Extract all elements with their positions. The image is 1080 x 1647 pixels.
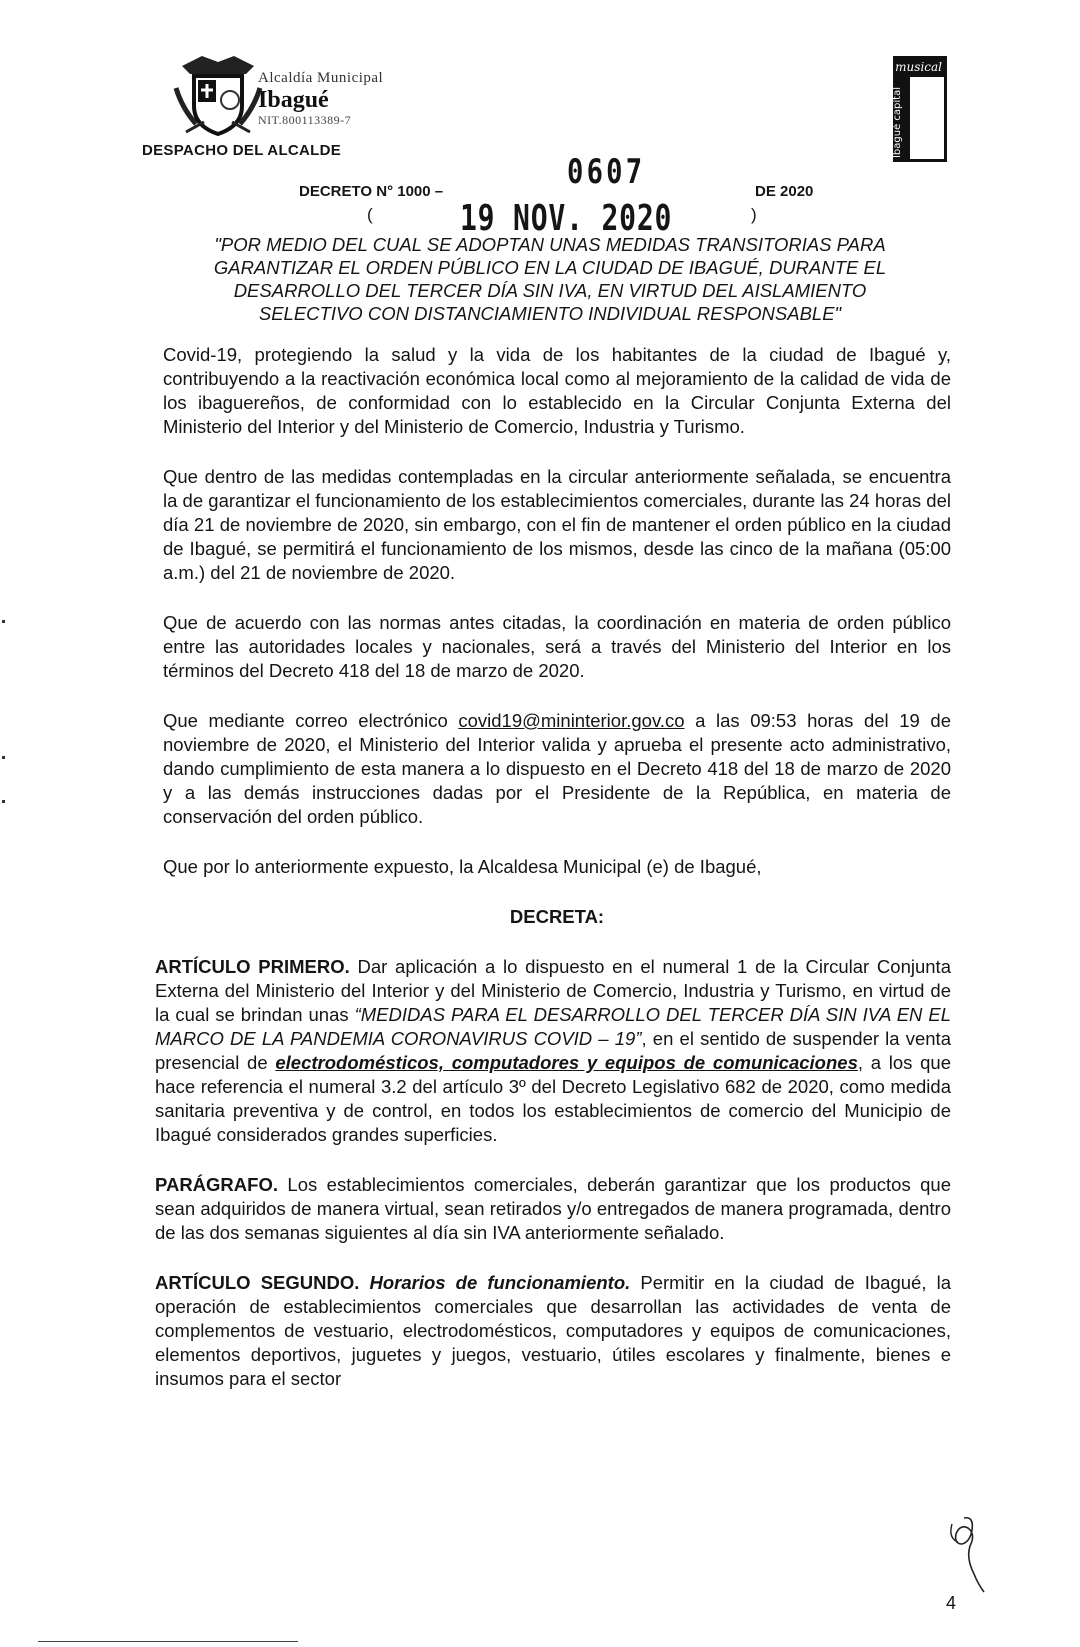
date-open-paren: ( bbox=[367, 205, 373, 224]
article-first-text-2: , en el sentido de suspender la venta presencial de bbox=[155, 1028, 951, 1073]
paragraph-email-approval bbox=[163, 709, 951, 829]
paragraph-coordination: Que de acuerdo con las normas antes citadas, la coordinación en materia de orden público entre las autoridades locales y nacionales, será a través del Ministerio del Interior en los términos del Decreto 418 del 18 de marzo de 2020. bbox=[163, 612, 951, 681]
page-number: 4 bbox=[946, 1593, 957, 1613]
decree-title-line: DESARROLLO DEL TERCER DÍA SIN IVA, EN VIRTUD DEL AISLAMIENTO bbox=[233, 280, 867, 301]
email-intro-text: Que mediante correo electrónico bbox=[163, 710, 459, 731]
article-first-emphasis: electrodomésticos, computadores y equipos de comunicaciones bbox=[275, 1052, 858, 1073]
article-first-label: ARTÍCULO PRIMERO. bbox=[155, 956, 350, 977]
paragraph-covid: Covid-19, protegiendo la salud y la vida de los habitantes de la ciudad de Ibagué y, contribuyendo a la reactivación económica local como al mejoramiento de la calidad de vida de los ibaguereños, de conformidad con lo establecido en la Circular Conjunta Externa del Ministerio del Interior y del Ministerio de Comercio, Industria y Turismo. bbox=[163, 344, 951, 437]
municipal-crest-icon bbox=[172, 48, 264, 140]
org-name-line1: Alcaldía Municipal bbox=[258, 70, 384, 86]
article-second bbox=[155, 1271, 951, 1391]
date-close-paren: ) bbox=[751, 205, 757, 224]
article-second-text: Permitir en la ciudad de Ibagué, la operación de establecimientos comerciales que desarrollan las actividades de venta de complementos de vestuario, electrodomésticos, computadores y equipos de comunicaciones, elementos deportivos, juguetes y juegos, vestuario, útiles escolares y finalmente, bienes e insumos para el sector bbox=[155, 1272, 951, 1389]
decree-year: DE 2020 bbox=[755, 183, 814, 200]
signature-initial-icon bbox=[944, 1514, 988, 1594]
decree-title-line: "POR MEDIO DEL CUAL SE ADOPTAN UNAS MEDIDAS TRANSITORIAS PARA bbox=[214, 234, 886, 255]
decree-number-stamp: 0607 bbox=[567, 152, 646, 192]
paragrafo-label: PARÁGRAFO. bbox=[155, 1174, 278, 1195]
scan-mark bbox=[2, 756, 5, 759]
office-name: DESPACHO DEL ALCALDE bbox=[142, 142, 342, 159]
decree-date-stamp: 19 NOV. 2020 bbox=[460, 198, 673, 239]
article-second-label: ARTÍCULO SEGUNDO. bbox=[155, 1272, 360, 1293]
logo-top-word: musical bbox=[895, 60, 942, 74]
decree-title bbox=[180, 233, 920, 325]
email-approval-text: a las 09:53 horas del 19 de noviembre de 2020, el Ministerio del Interior valida y aprueba el presente acto administrativo, dando cumplimiento de esta manera a lo dispuesto en el Decreto 418 del 18 de marzo de 2020 y a las demás instrucciones dadas por el Presidente de la República, en materia de conservación del orden público. bbox=[163, 710, 951, 827]
decree-title-line: GARANTIZAR EL ORDEN PÚBLICO EN LA CIUDAD DE IBAGUÉ, DURANTE EL bbox=[213, 257, 887, 278]
paragrafo-text: Los establecimientos comerciales, deberán garantizar que los productos que sean adquiridos de manera virtual, sean retirados y/o entregados de manera programada, dentro de las dos semanas siguientes al día sin IVA anteriormente señalado. bbox=[155, 1174, 951, 1243]
paragraph-measures: Que dentro de las medidas contempladas en la circular anteriormente señalada, se encuentra la de garantizar el funcionamiento de los establecimientos comerciales, durante las 24 horas del día 21 de noviembre de 2020, sin embargo, con el fin de mantener el orden público en la ciudad de Ibagué, se permitirá el funcionamiento de los mismos, desde las cinco de la mañana (05:00 a.m.) del 21 de noviembre de 2020. bbox=[163, 466, 951, 583]
decreta-heading: DECRETA: bbox=[509, 906, 605, 927]
paragraph-conclusion: Que por lo anteriormente expuesto, la Alcaldesa Municipal (e) de Ibagué, bbox=[163, 856, 762, 877]
ministry-email-link[interactable]: covid19@mininterior.gov.co bbox=[458, 710, 685, 731]
paragraph-paragrafo bbox=[155, 1173, 951, 1245]
logo-side-word: Ibagué capital bbox=[892, 86, 904, 159]
article-second-title: Horarios de funcionamiento. bbox=[359, 1272, 631, 1293]
decree-title-line: SELECTIVO CON DISTANCIAMIENTO INDIVIDUAL RESPONSABLE" bbox=[258, 303, 842, 324]
decree-body bbox=[155, 343, 952, 1417]
scan-mark bbox=[2, 800, 5, 803]
article-first-quote: “MEDIDAS PARA EL DESARROLLO DEL TERCER DÍA SIN IVA EN EL MARCO DE LA PANDEMIA CORONAVIRUS COVID – 19” bbox=[155, 1004, 952, 1049]
org-nit: NIT.800113389-7 bbox=[258, 113, 352, 127]
org-name-line2: Ibagué bbox=[258, 87, 329, 113]
decree-label: DECRETO N° 1000 – bbox=[299, 183, 444, 200]
scan-mark bbox=[2, 620, 5, 623]
article-first-text-3: , a los que hace referencia el numeral 3.2 del artículo 3º del Decreto Legislativo 682 de 2020, como medida sanitaria preventiva y de control, en todos los establecimientos de comercio del Municipio de Ibagué considerados grandes superficies. bbox=[155, 1052, 952, 1145]
article-first bbox=[155, 955, 951, 1147]
city-brand-logo bbox=[893, 56, 947, 162]
article-first-text: Dar aplicación a lo dispuesto en el numeral 1 de la Circular Conjunta Externa del Ministerio del Interior y del Ministerio de Comercio, Industria y Turismo, en virtud de la cual se brindan unas bbox=[155, 956, 951, 1025]
bottom-scan-line bbox=[38, 1641, 298, 1642]
org-block bbox=[258, 70, 383, 128]
